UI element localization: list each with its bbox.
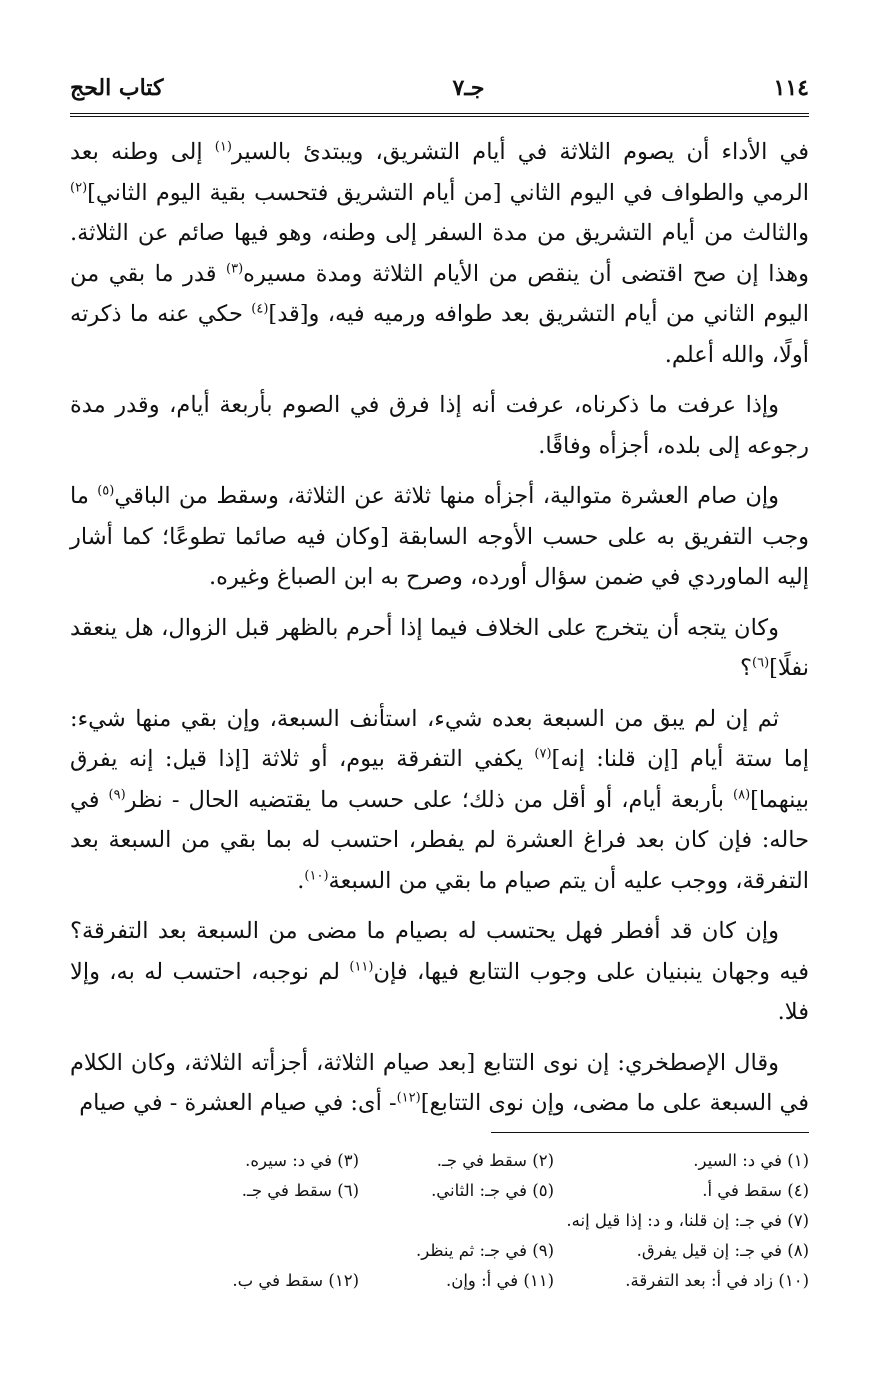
paragraph [70,699,809,902]
text-segment: . [297,867,305,894]
footnote-marker: (٨) [733,787,751,802]
page-number: ١١٤ [773,75,809,101]
text-segment: ما وجب التفريق به على حسب الأوجه السابقة [وكان فيه صائما تطوعًا؛ كما أشار إليه الماوردي في ضمن سؤال أورده، وصرح به ابن الصباغ وغيره. [70,483,809,590]
footnote-marker: (٤) [251,301,269,317]
text-segment: ؟ [740,655,752,681]
text-segment: ثم إن لم يبق من السبعة بعده شيء، استأنف السبعة، وإن بقي منها شيء: إما ستة أيام [إن قلنا: إنه] [70,705,809,772]
text-segment: بأربعة أيام، أو أقل من ذلك؛ على حسب ما يقتضيه الحال - نظر [125,786,733,813]
text-segment: وإذا عرفت ما ذكرناه، عرفت أنه إذا فرق في الصوم بأربعة أيام، وقدر مدة رجوعه إلى بلده، أجزأه وفاقًا. [70,392,809,459]
footnote-marker: (٧) [534,746,552,762]
footnote-row [70,1146,809,1176]
footnote-marker: (٦) [752,655,770,671]
text-segment: والثالث من أيام التشريق من مدة السفر إلى وطنه، وهو فيها صائم عن الثلاثة. وهذا إن صح اقتضى أن ينقص من الأيام الثلاثة ومدة مسيره [70,220,809,287]
footnote-marker: (١) [214,139,232,155]
footnote-divider [491,1132,809,1133]
footnote-row [70,1236,809,1266]
text-segment: حكي عنه ما ذكرته أولًا، والله أعلم. [70,301,809,368]
footnote-marker: (٣) [226,261,244,276]
footnote: (١٠) زاد في أ: بعد التفرقة. [625,1271,809,1290]
footnote-marker: (٩) [108,787,126,802]
footnote: (١٢) سقط في ب. [232,1271,359,1290]
text-segment: إلى وطنه بعد الرمي والطواف في اليوم الثاني [من أيام التشريق فتحسب بقية اليوم الثاني] [70,139,809,206]
main-text [70,132,809,1134]
paragraph [70,476,809,598]
footnote-marker: (٥) [97,483,115,499]
text-segment: وإن كان قد أفطر فهل يحتسب له بصيام ما مضى من السبعة بعد التفرقة؟ فيه وجهان ينبنيان على وجوب التتابع فيها، فإن [70,918,809,985]
footnote: (٨) في جـ: إن قيل يفرق. [636,1241,809,1260]
text-segment: في حاله: فإن كان بعد فراغ العشرة لم يفطر، احتسب له بما بقي من السبعة بعد التفرقة، ووجب عليه أن يتم صيام ما بقي من السبعة [70,786,809,894]
footnote: (٧) في جـ: إن قلنا، و د: إذا قيل إنه. [566,1211,809,1230]
text-segment: في الأداء أن يصوم الثلاثة في أيام التشريق، ويبتدئ بالسير [231,139,809,165]
footnote: (٢) سقط في جـ. [436,1151,554,1170]
text-segment: وإن صام العشرة متوالية، أجزأه منها ثلاثة عن الثلاثة، وسقط من الباقي [114,483,780,509]
running-header [70,70,809,106]
text-segment: - أى: في صيام العشرة - في صيام [79,1090,397,1116]
footnotes [70,1146,809,1296]
text-segment: وقال الإصطخري: إن نوى التتابع [بعد صيام الثلاثة، أجزأته الثلاثة، وكان الكلام في السبعة على ما مضى، وإن نوى التتابع] [70,1049,809,1116]
footnote: (١١) في أ: وإن. [445,1271,554,1290]
text-segment: قدر ما بقي من اليوم الثاني من أيام التشريق بعد طوافه ورميه فيه، و[قد] [70,260,809,327]
footnote-row [70,1206,809,1236]
footnote: (٩) في جـ: ثم ينظر. [416,1241,554,1260]
footnote-marker: (٢) [70,180,88,195]
footnote: (١) في د: السير. [693,1151,809,1170]
footnote-row [70,1266,809,1296]
paragraph [70,385,809,466]
footnote-row [70,1176,809,1206]
footnote: (٣) في د: سيره. [245,1151,359,1170]
volume-label: جـ٧ [452,75,485,101]
footnote-marker: (١١) [349,959,374,974]
footnote: (٦) سقط في جـ. [241,1181,359,1200]
footnote: (٤) سقط في أ. [702,1181,809,1200]
paragraph [70,1043,809,1124]
book-title: كتاب الحج [70,75,164,101]
text-segment: وكان يتجه أن يتخرج على الخلاف فيما إذا أحرم بالظهر قبل الزوال، هل ينعقد نفلًا] [70,614,809,681]
paragraph [70,911,809,1033]
paragraph [70,608,809,689]
footnote: (٥) في جـ: الثاني. [431,1181,554,1200]
footnote-marker: (١٠) [304,868,329,883]
text-segment: يكفي التفرقة بيوم، أو ثلاثة [إذا قيل: إنه يفرق بينهما] [70,746,809,813]
footnote-marker: (١٢) [396,1090,421,1106]
text-segment: لم نوجبه، احتسب له به، وإلا فلا. [70,958,809,1025]
header-divider [70,113,809,117]
paragraph [70,132,809,375]
